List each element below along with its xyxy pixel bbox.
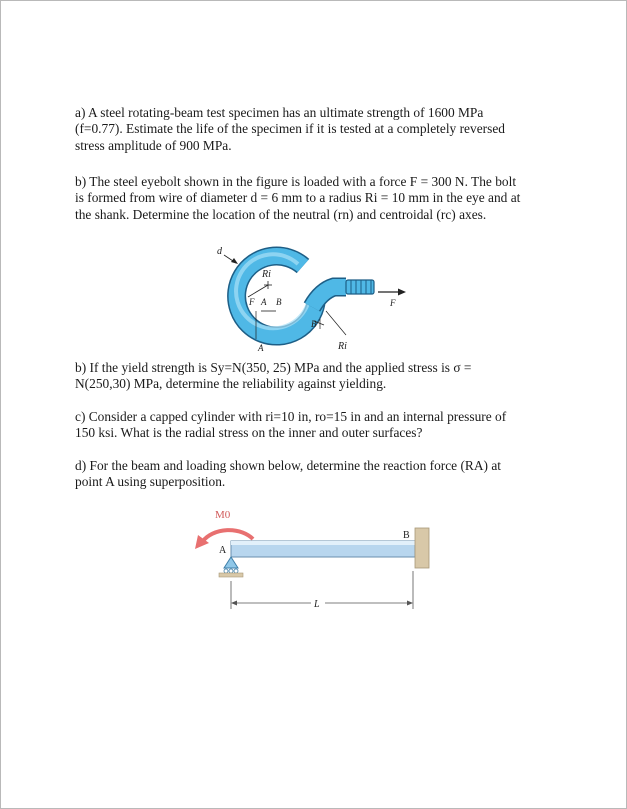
problem-b2-line-2: N(250,30) MPa, determine the reliability against yielding.: [75, 376, 387, 392]
label-force: F: [390, 298, 396, 308]
problem-b2-line-1: b) If the yield strength is Sy=N(350, 25) MPa and the applied stress is σ =: [75, 360, 472, 375]
problem-d: [75, 458, 555, 491]
label-b-lower: B: [311, 319, 317, 329]
label-d: d: [217, 246, 222, 257]
problem-b: [75, 174, 555, 223]
label-f: F: [249, 297, 255, 307]
eyebolt-thread: [346, 280, 374, 294]
problem-b-line-2: is formed from wire of diameter d = 6 mm to a radius Ri = 10 mm in the eye and at: [75, 190, 521, 206]
label-length: L: [314, 599, 320, 610]
problem-a-line-1: a) A steel rotating-beam test specimen has an ultimate strength of 1600 MPa: [75, 105, 484, 120]
problem-c-line-2: 150 ksi. What is the radial stress on the inner and outer surfaces?: [75, 425, 423, 441]
force-arrow-icon: [398, 289, 406, 296]
problem-a-line-2: (f=0.77). Estimate the life of the specimen if it is tested at a completely reversed: [75, 121, 505, 137]
pin-support-icon: [224, 557, 238, 568]
beam-figure: [181, 501, 441, 616]
label-ri-bottom: Ri: [338, 341, 347, 352]
label-moment: M0: [215, 509, 231, 521]
label-a: A: [261, 297, 267, 307]
label-a-lower: A: [258, 343, 264, 353]
eyebolt-figure: [206, 239, 416, 359]
problem-c-line-1: c) Consider a capped cylinder with ri=10 in, ro=15 in and an internal pressure of: [75, 409, 507, 424]
label-b-point: B: [403, 530, 410, 541]
problem-d-line-2: point A using superposition.: [75, 474, 226, 490]
problem-a-line-3: stress amplitude of 900 MPa.: [75, 137, 232, 153]
problem-d-line-1: d) For the beam and loading shown below, determine the reaction force (RA) at: [75, 458, 502, 473]
problem-a: [75, 105, 555, 154]
label-a-point: A: [219, 545, 227, 556]
problem-c: [75, 409, 555, 442]
fixed-wall: [415, 528, 429, 568]
problem-b2: [75, 360, 555, 393]
moment-arrow: [203, 530, 253, 541]
problem-b-line-3: the shank. Determine the location of the neutral (rn) and centroidal (rc) axes.: [75, 206, 487, 222]
problem-b-line-1: b) The steel eyebolt shown in the figure is loaded with a force F = 300 N. The bolt: [75, 174, 517, 189]
label-b: B: [276, 297, 282, 307]
label-ri-top: Ri: [262, 269, 271, 280]
